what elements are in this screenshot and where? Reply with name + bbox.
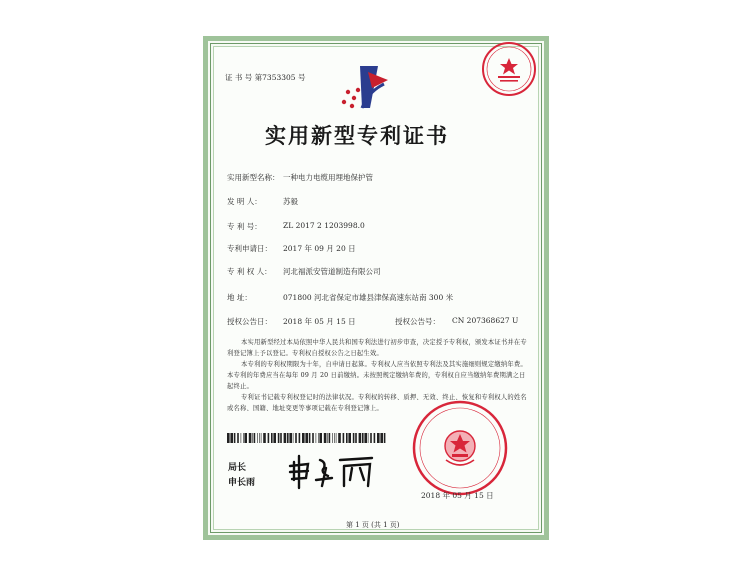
director-title: 局长 — [228, 463, 247, 473]
field-grant-no-value: CN 207368627 U — [452, 316, 519, 325]
field-filing-date-value: 2017 年 09 月 20 日 — [283, 244, 356, 253]
body-paragraph-3: 专利证书记载专利权登记时的法律状况。专利权的转移、质押、无效、终止、恢复和专利权人的姓名或名称、国籍、地址变更等事项记载在专利登记簿上。 — [227, 394, 527, 412]
field-name-value: 一种电力电缆用埋地保护管 — [283, 173, 373, 182]
field-address-value: 071800 河北省保定市雄县津保高速东站南 300 米 — [283, 293, 454, 302]
body-paragraph-2: 本专利的专利权期限为十年，自申请日起算。专利权人应当依照专利法及其实施细则规定缴纳年费。本专利的年费应当在每年 09 月 20 日前缴纳。未按照规定缴纳年费的，专利权自应当缴纳年费期满之日起终止。 — [227, 361, 527, 390]
field-patent-no-value: ZL 2017 2 1203998.0 — [283, 221, 365, 230]
issue-date: 2018 年 05 月 15 日 — [421, 491, 494, 500]
page-number: 第 1 页 (共 1 页) — [346, 521, 400, 529]
field-inventor-label: 发 明 人： — [227, 197, 262, 206]
field-grant-date-value: 2018 年 05 月 15 日 — [283, 317, 356, 326]
field-name-label: 实用新型名称： — [227, 173, 280, 182]
barcode — [227, 433, 387, 443]
certificate-title: 实用新型专利证书 — [265, 123, 449, 148]
field-address-label: 地 址： — [227, 293, 252, 302]
field-inventor-value: 苏毅 — [283, 197, 298, 206]
field-owner-value: 河北福派安管道制造有限公司 — [283, 267, 381, 276]
small-red-seal — [480, 40, 538, 98]
body-paragraph-1: 本实用新型经过本局依照中华人民共和国专利法进行初步审查，决定授予专利权，颁发本证书并在专利登记簿上予以登记。专利权自授权公告之日起生效。 — [227, 339, 527, 357]
field-filing-date-label: 专利申请日： — [227, 244, 272, 253]
field-grant-no-label: 授权公告号： — [395, 317, 440, 326]
national-ip-office-seal — [410, 398, 510, 498]
director-name: 申长雨 — [228, 478, 256, 488]
certificate-number: 证 书 号 第7353305 号 — [225, 73, 306, 82]
field-grant-date-label: 授权公告日： — [227, 317, 272, 326]
cnipa-logo — [338, 62, 398, 118]
field-owner-label: 专 利 权 人： — [227, 267, 272, 276]
field-patent-no-label: 专 利 号： — [227, 222, 262, 231]
handwritten-signature — [286, 452, 378, 490]
